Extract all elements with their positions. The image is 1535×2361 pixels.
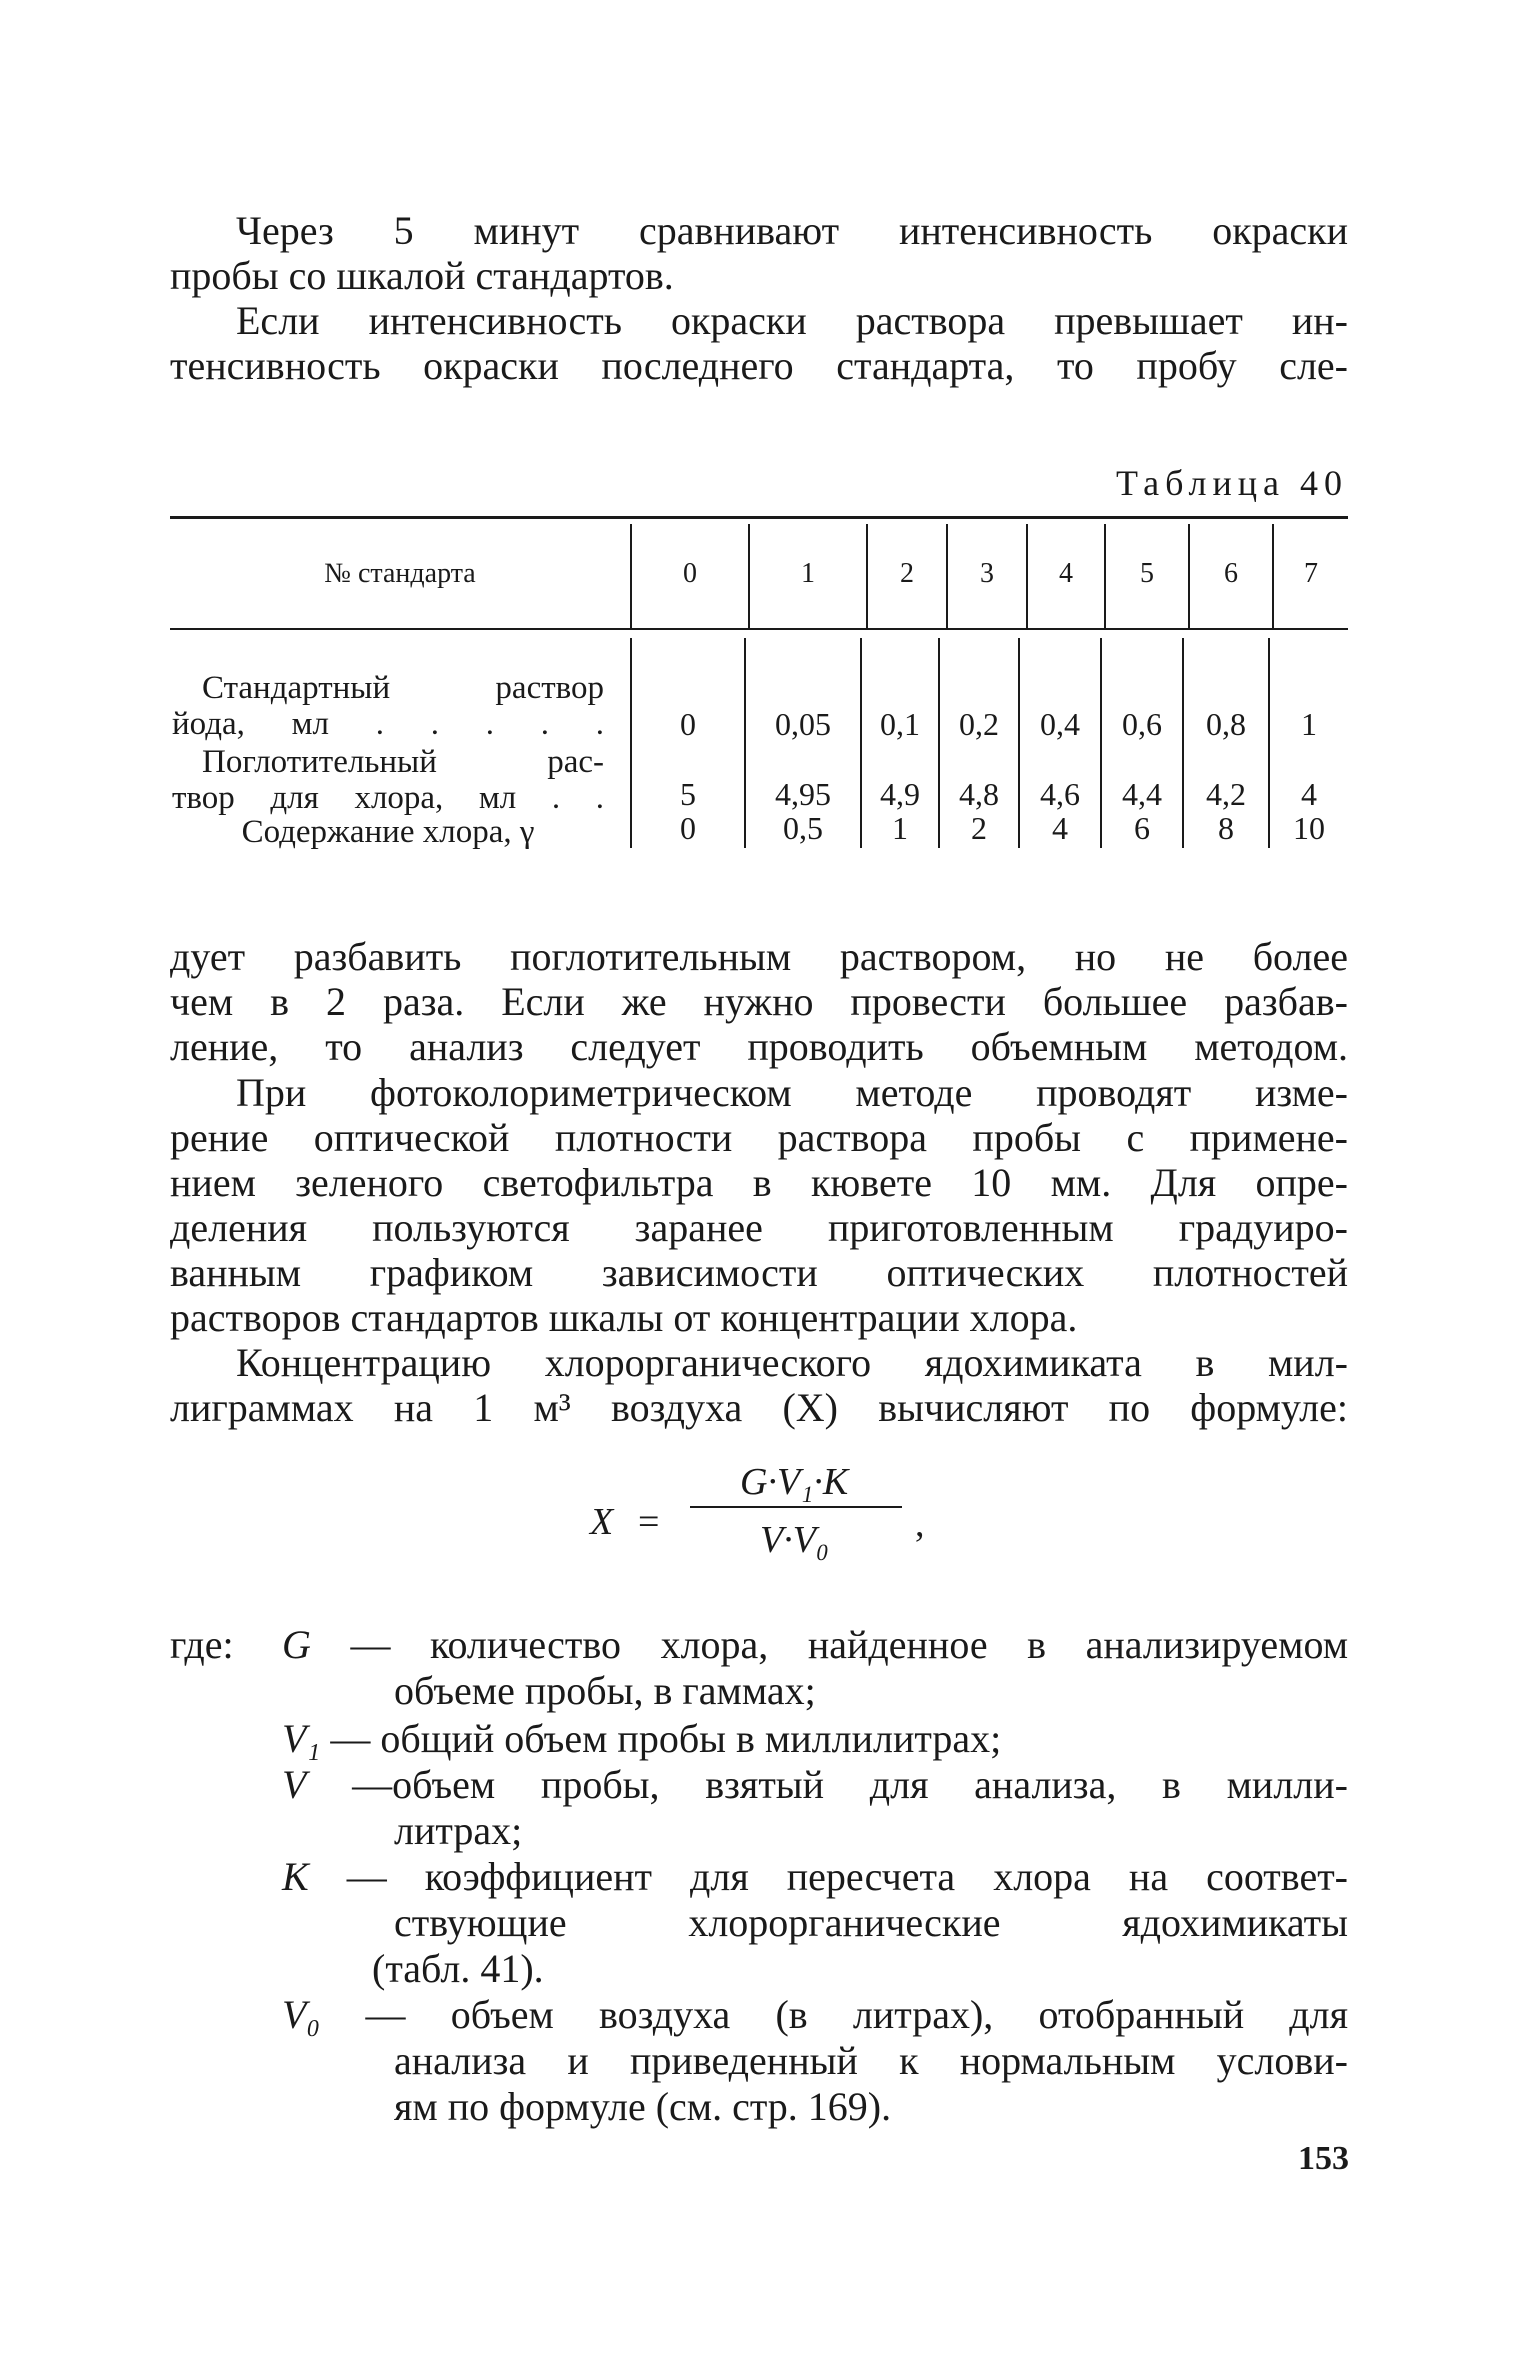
table-cell: 0,2 [959, 706, 999, 742]
table-cell: 0 [680, 810, 696, 846]
definition-item [282, 1762, 1348, 1854]
table-row-label [172, 814, 604, 850]
definition-symbol: V₁ [282, 1716, 321, 1761]
formula-denominator: V·V₀ [760, 1519, 830, 1561]
definition-text: литрах; [394, 1808, 523, 1853]
definition-item [282, 1622, 1348, 1714]
definition-text: — коэффициент для пересчета хлора на соответ- [346, 1854, 1348, 1899]
paragraph-1 [170, 208, 1348, 298]
table-row-label [172, 670, 604, 742]
table-cell: 4,4 [1122, 776, 1162, 812]
row-label-line: Содержание хлора, γ [241, 814, 535, 850]
table-cell: 4 [1301, 776, 1317, 812]
table-cell: 0,1 [880, 706, 920, 742]
paragraph-line: Если интенсивность окраски раствора превышает ин- [236, 298, 1348, 343]
table-cell: 6 [1134, 810, 1150, 846]
definition-text: (табл. 41). [372, 1946, 544, 1991]
table-header-cell: 3 [980, 558, 994, 589]
page-number: 153 [1298, 2140, 1349, 2177]
definition-symbol: V₀ [282, 1992, 321, 2037]
paragraph-line: деления пользуются заранее приготовленным градуиро- [170, 1205, 1348, 1250]
table-cell: 5 [680, 776, 696, 812]
table-cell: 10 [1293, 810, 1325, 846]
definition-symbol: K [282, 1854, 309, 1899]
table-cell: 0,5 [783, 810, 823, 846]
table-cell: 1 [1301, 706, 1317, 742]
where-lead: где: [170, 1622, 234, 1667]
formula-numerator: G·V₁·K [740, 1461, 849, 1503]
table-header-cell: 5 [1140, 558, 1154, 589]
paragraph-3 [170, 934, 1348, 1069]
table-cell: 4,8 [959, 776, 999, 812]
formula-fraction-bar [690, 1506, 902, 1508]
formula-trail: , [915, 1503, 925, 1545]
table-cell: 2 [971, 810, 987, 846]
table-cell: 0,8 [1206, 706, 1246, 742]
paragraph-5 [170, 1340, 1348, 1430]
table-caption: Таблица 40 [1116, 463, 1348, 503]
table-cell: 0,4 [1040, 706, 1080, 742]
paragraph-line: пробы со шкалой стандартов. [170, 253, 674, 298]
table-cell: 0,6 [1122, 706, 1162, 742]
row-label-line: Стандартный раствор [202, 670, 604, 706]
definition-text: анализа и приведенный к нормальным услови- [394, 2038, 1348, 2083]
table-cell: 1 [892, 810, 908, 846]
paragraph-line: нием зеленого светофильтра в кювете 10 мм. Для опре- [170, 1160, 1348, 1205]
definition-item [282, 1992, 1348, 2130]
paragraph-line: растворов стандартов шкалы от концентрации хлора. [170, 1295, 1078, 1340]
table-cell: 4 [1052, 810, 1068, 846]
row-label-line: йода, мл . . . . . [172, 706, 604, 742]
table-cell: 4,9 [880, 776, 920, 812]
definition-text: объеме пробы, в гаммах; [394, 1668, 816, 1713]
table-cell: 4,95 [775, 776, 831, 812]
table-header-label: № стандарта [324, 558, 476, 589]
table-header-cell: 4 [1059, 558, 1073, 589]
paragraph-line: Концентрацию хлорорганического ядохимиката в мил- [236, 1340, 1348, 1385]
paragraph-4 [170, 1070, 1348, 1340]
paragraph-line: ванным графиком зависимости оптических плотностей [170, 1250, 1348, 1295]
paragraph-line: лиграммах на 1 м³ воздуха (X) вычисляют по формуле: [170, 1385, 1348, 1430]
table-header-cell: 6 [1224, 558, 1238, 589]
definition-text: ям по формуле (см. стр. 169). [394, 2084, 892, 2129]
paragraph-line: чем в 2 раза. Если же нужно провести большее разбав- [170, 979, 1348, 1024]
table-row-label [172, 744, 604, 816]
formula-lhs: X [590, 1501, 614, 1543]
definition-symbol: V [282, 1762, 307, 1807]
definition-text: ствующие хлорорганические ядохимикаты [394, 1900, 1348, 1945]
row-label-line: твор для хлора, мл . . [172, 780, 604, 816]
row-label-line: Поглотительный рас- [202, 744, 604, 780]
table-cell: 4,6 [1040, 776, 1080, 812]
paragraph-line: Через 5 минут сравнивают интенсивность окраски [236, 208, 1348, 253]
table-cell: 0 [680, 706, 696, 742]
definition-text: — общий объем пробы в миллилитрах; [330, 1716, 1002, 1761]
definition-symbol: G [282, 1622, 311, 1667]
table-cell: 4,2 [1206, 776, 1246, 812]
paragraph-line: ление, то анализ следует проводить объемным методом. [170, 1024, 1348, 1069]
paragraph-line: тенсивность окраски последнего стандарта, то пробу сле- [170, 343, 1348, 388]
table-cell: 8 [1218, 810, 1234, 846]
table-header-rule [170, 628, 1348, 630]
table-header-cell: 7 [1304, 558, 1318, 589]
definition-text: — объем воздуха (в литрах), отобранный для [365, 1992, 1349, 2037]
paragraph-line: дует разбавить поглотительным раствором, но не более [170, 934, 1348, 979]
table-header-cell: 0 [683, 558, 697, 589]
table-header-cell: 2 [900, 558, 914, 589]
paragraph-line: рение оптической плотности раствора пробы с примене- [170, 1115, 1348, 1160]
table-top-rule [170, 516, 1348, 519]
table-header-cell: 1 [801, 558, 815, 589]
table-cell: 0,05 [775, 706, 831, 742]
definition-item [282, 1716, 1348, 1762]
definition-text: — количество хлора, найденное в анализируемом [350, 1622, 1349, 1667]
definition-item [282, 1854, 1348, 1992]
paragraph-line: При фотоколориметрическом методе проводят изме- [236, 1070, 1348, 1115]
paragraph-2 [170, 298, 1348, 388]
formula-equals: = [638, 1501, 660, 1543]
definition-text: —объем пробы, взятый для анализа, в милли- [352, 1762, 1348, 1807]
